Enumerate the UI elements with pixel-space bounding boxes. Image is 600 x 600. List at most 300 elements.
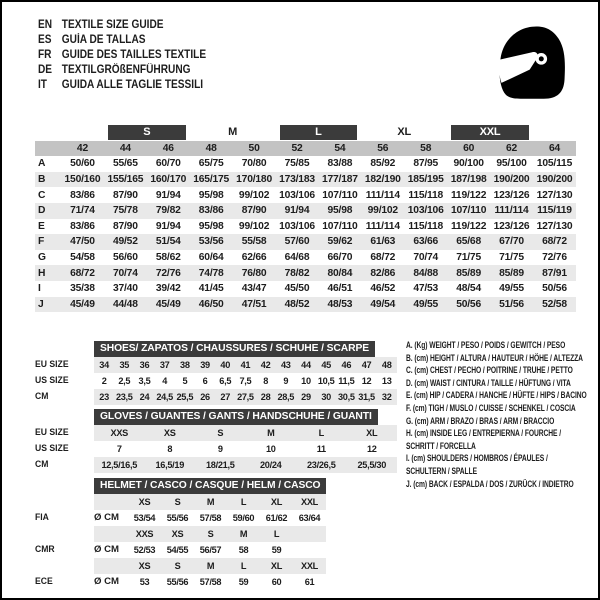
row-label-cell: A bbox=[38, 158, 46, 170]
legend-line: C. (cm) CHEST / PECHO / POITRINE / TRUHE / PETTO bbox=[406, 365, 573, 376]
value-cell: XL bbox=[366, 428, 378, 438]
value-cell: 24 bbox=[139, 392, 150, 402]
row-cells bbox=[94, 510, 326, 526]
value-cell: 59 bbox=[271, 545, 282, 555]
value-cell: 18/21,5 bbox=[205, 460, 235, 470]
size-cell: XS bbox=[138, 497, 151, 507]
value-cell: 10 bbox=[301, 376, 311, 386]
legend-line: A. (Kg) WEIGHT / PESO / POIDS / GEWITCH / PESO bbox=[406, 340, 566, 350]
standard-label: ECE bbox=[35, 576, 53, 587]
helmet-sizes-row bbox=[35, 558, 326, 574]
measurement-cell: 83/86 bbox=[190, 203, 233, 219]
measurement-cell: 83/88 bbox=[327, 158, 353, 170]
table-row bbox=[35, 441, 397, 457]
numeric-size-cell: 50 bbox=[233, 141, 276, 157]
unit-cell: Ø CM bbox=[94, 576, 120, 587]
value-cell: 10 bbox=[265, 444, 276, 454]
measurement-cell: 51/54 bbox=[147, 234, 190, 250]
legend-item bbox=[406, 364, 600, 377]
size-group-cell bbox=[276, 125, 362, 141]
measurement-cell: 50/56 bbox=[447, 297, 490, 313]
measurement-legend bbox=[406, 339, 600, 490]
value-cell: 20/24 bbox=[260, 460, 282, 470]
row-label-cell: C bbox=[38, 189, 46, 201]
helmet-sizes-row bbox=[35, 526, 326, 542]
measurement-cell: 60/70 bbox=[155, 158, 181, 170]
size-cell: XL bbox=[270, 561, 283, 571]
helmet-rows bbox=[35, 494, 326, 590]
value-cell: 12,5/16,5 bbox=[101, 460, 138, 470]
size-group-cell bbox=[533, 125, 576, 141]
table-row bbox=[35, 457, 397, 473]
legend-item bbox=[406, 478, 600, 491]
row-label: EU SIZE bbox=[35, 359, 69, 370]
measurement-cell: 62/66 bbox=[241, 252, 267, 264]
size-group-label: M bbox=[228, 126, 238, 139]
measurement-cell: 43/47 bbox=[241, 283, 267, 295]
measurement-cell: 72/76 bbox=[147, 265, 190, 281]
measurement-cell: 123/126 bbox=[493, 220, 530, 232]
measurement-cell: 70/74 bbox=[104, 265, 147, 281]
measurement-cell: 51/56 bbox=[490, 297, 533, 313]
measurement-cell: 165/175 bbox=[190, 172, 233, 188]
value-cell: 57/58 bbox=[199, 577, 222, 587]
value-cell: XXS bbox=[110, 428, 128, 438]
value-cell: 32 bbox=[381, 392, 392, 402]
measurement-cell: 160/170 bbox=[147, 172, 190, 188]
gloves-table-title: GLOVES / GUANTES / GANTS / HANDSCHUHE / GUANTI bbox=[94, 409, 378, 425]
row-label-cell: H bbox=[35, 265, 61, 281]
measurement-cell: 56/60 bbox=[112, 252, 138, 264]
measurement-cell: 45/50 bbox=[284, 283, 310, 295]
measurement-cell: 65/75 bbox=[198, 158, 224, 170]
measurement-row bbox=[35, 203, 576, 219]
value-cell: 29 bbox=[301, 392, 311, 402]
value-cell: 37 bbox=[159, 360, 170, 370]
measurement-cell: 119/122 bbox=[450, 189, 487, 201]
measurement-cell: 187/198 bbox=[447, 172, 490, 188]
legend-line: G. (cm) ARM / BRAZO / BRAS / ARM / BRACCIO bbox=[406, 415, 555, 426]
measurement-cell: 76/80 bbox=[233, 265, 276, 281]
value-cell: 47 bbox=[361, 360, 372, 370]
size-cell: L bbox=[240, 497, 247, 507]
measurement-cell: 111/114 bbox=[490, 203, 533, 219]
measurement-row bbox=[35, 172, 576, 188]
measurement-cell: 190/200 bbox=[533, 172, 576, 188]
numeric-size-cell: 60 bbox=[447, 141, 490, 157]
value-cell: 3,5 bbox=[138, 376, 151, 386]
size-group-row bbox=[35, 125, 576, 141]
language-code: DE bbox=[38, 64, 53, 76]
value-cell: 12 bbox=[366, 444, 377, 454]
value-cell: 54/55 bbox=[166, 545, 189, 555]
measurement-cell: 99/102 bbox=[361, 203, 404, 219]
size-group-label: S bbox=[108, 125, 186, 140]
value-cell: S bbox=[217, 428, 224, 438]
value-cell: 61 bbox=[304, 577, 315, 587]
measurement-cell: 115/119 bbox=[533, 203, 576, 219]
measurement-cell: 71/75 bbox=[499, 252, 524, 264]
size-group-cell bbox=[361, 125, 447, 141]
measurement-cell: 48/52 bbox=[276, 297, 319, 313]
row-label: US SIZE bbox=[35, 375, 69, 386]
measurement-cell: 127/130 bbox=[536, 189, 573, 201]
value-cell: 45 bbox=[321, 360, 331, 370]
size-cell: XXS bbox=[135, 529, 154, 539]
size-group-cell bbox=[104, 125, 190, 141]
measurement-cell: 35/38 bbox=[70, 283, 95, 295]
language-title-list bbox=[38, 18, 229, 93]
language-title: GUIDA ALLE TAGLIE TESSILI bbox=[61, 79, 204, 91]
measurement-cell: 63/66 bbox=[404, 234, 447, 250]
measurement-cell: 85/89 bbox=[447, 265, 490, 281]
value-cell: XS bbox=[163, 428, 176, 438]
measurement-cell: 48/53 bbox=[318, 297, 361, 313]
measurement-cell: 150/160 bbox=[61, 172, 104, 188]
numeric-size-cell: 56 bbox=[361, 141, 404, 157]
measurement-cell: 46/51 bbox=[327, 283, 353, 295]
value-cell: 2,5 bbox=[118, 376, 131, 386]
value-cell: 26 bbox=[200, 392, 210, 402]
row-label-cell: E bbox=[38, 220, 45, 232]
size-group-label: XXL bbox=[451, 125, 529, 140]
language-row bbox=[38, 63, 206, 78]
measurement-cell: 50/60 bbox=[70, 158, 95, 170]
table-row bbox=[35, 373, 397, 389]
measurement-cell: 60/64 bbox=[198, 252, 224, 264]
value-cell: 8 bbox=[167, 444, 173, 454]
measurement-row bbox=[35, 156, 576, 172]
row-cells bbox=[94, 441, 397, 457]
legend-item bbox=[406, 427, 600, 452]
value-cell: 2 bbox=[101, 376, 107, 386]
row-label-cell bbox=[35, 141, 61, 157]
measurement-cell: 71/75 bbox=[456, 252, 481, 264]
size-cell: M bbox=[206, 497, 215, 507]
language-row bbox=[38, 48, 206, 63]
unit-cell bbox=[94, 558, 128, 574]
measurement-cell: 61/63 bbox=[361, 234, 404, 250]
row-label-cell: J bbox=[35, 297, 61, 313]
row-cells bbox=[94, 389, 397, 405]
measurement-cell: 103/106 bbox=[279, 220, 315, 232]
measurement-cell: 83/86 bbox=[70, 189, 95, 201]
numeric-size-cell: 44 bbox=[104, 141, 147, 157]
row-cells bbox=[94, 425, 397, 441]
measurement-cell: 87/91 bbox=[533, 265, 576, 281]
size-group-cell bbox=[190, 125, 276, 141]
legend-item bbox=[406, 377, 600, 390]
language-title: TEXTILE SIZE GUIDE bbox=[61, 19, 164, 31]
numeric-size-cell: 52 bbox=[276, 141, 319, 157]
legend-item bbox=[406, 339, 600, 352]
value-cell: 16,5/19 bbox=[155, 460, 185, 470]
value-cell: 63/64 bbox=[298, 513, 321, 523]
value-cell: 28 bbox=[260, 392, 271, 402]
shoes-table bbox=[35, 338, 397, 405]
measurement-cell: 37/40 bbox=[112, 283, 138, 295]
value-cell: 53/54 bbox=[133, 513, 156, 523]
measurement-row bbox=[35, 265, 576, 281]
measurement-cell: 64/68 bbox=[284, 252, 310, 264]
value-cell: 55/56 bbox=[166, 513, 189, 523]
measurement-cell: 170/180 bbox=[233, 172, 276, 188]
numeric-size-cell: 48 bbox=[190, 141, 233, 157]
measurement-row bbox=[35, 234, 576, 250]
helmet-values-row bbox=[35, 510, 326, 526]
measurement-cell: 78/82 bbox=[276, 265, 319, 281]
size-cell: M bbox=[239, 529, 248, 539]
value-cell: 6,5 bbox=[219, 376, 232, 386]
measurement-cell: 119/122 bbox=[450, 220, 487, 232]
size-cell: L bbox=[273, 529, 280, 539]
measurement-cell: 44/48 bbox=[104, 297, 147, 313]
measurement-cell: 65/68 bbox=[447, 234, 490, 250]
language-code: ES bbox=[38, 34, 52, 46]
value-cell: 38 bbox=[180, 360, 190, 370]
size-cell: M bbox=[206, 561, 215, 571]
legend-line: D. (cm) WAIST / CINTURA / TAILLE / HÜFTUNG / VITA bbox=[406, 377, 571, 388]
measurement-cell: 59/62 bbox=[318, 234, 361, 250]
measurement-cell: 95/98 bbox=[318, 203, 361, 219]
value-cell: 24,5 bbox=[156, 392, 173, 402]
measurement-cell: 95/98 bbox=[198, 220, 224, 232]
value-cell: 31,5 bbox=[358, 392, 375, 402]
measurement-cell: 103/106 bbox=[279, 189, 315, 201]
measurement-cell: 70/80 bbox=[241, 158, 267, 170]
size-group-label: XL bbox=[397, 126, 412, 139]
measurement-cell: 190/200 bbox=[490, 172, 533, 188]
value-cell: 7,5 bbox=[239, 376, 252, 386]
measurement-row bbox=[35, 281, 576, 297]
size-cell: XL bbox=[270, 497, 283, 507]
value-cell: 60 bbox=[271, 577, 282, 587]
measurement-cell: 47/53 bbox=[413, 283, 439, 295]
row-cells bbox=[94, 558, 326, 574]
measurement-cell: 111/114 bbox=[365, 189, 400, 201]
value-cell: 42 bbox=[260, 360, 271, 370]
size-group-cell bbox=[447, 125, 533, 141]
value-cell: 27,5 bbox=[237, 392, 254, 402]
value-cell: 9 bbox=[283, 376, 289, 386]
size-cell: XXL bbox=[301, 561, 318, 571]
unit-cell: Ø CM bbox=[94, 544, 120, 555]
value-cell: 59/60 bbox=[232, 513, 255, 523]
measurement-cell: 83/86 bbox=[70, 220, 95, 232]
measurement-cell: 46/52 bbox=[370, 283, 396, 295]
row-label: CM bbox=[35, 391, 49, 402]
table-row bbox=[35, 389, 397, 405]
measurement-cell: 127/130 bbox=[536, 220, 573, 232]
numeric-size-cell: 42 bbox=[61, 141, 104, 157]
measurement-cell: 49/55 bbox=[499, 283, 524, 295]
measurement-cell: 95/98 bbox=[198, 189, 224, 201]
measurement-cell: 79/82 bbox=[147, 203, 190, 219]
measurement-cell: 68/72 bbox=[61, 265, 104, 281]
measurement-cell: 47/50 bbox=[61, 234, 104, 250]
size-cell bbox=[293, 526, 326, 542]
measurement-cell: 173/183 bbox=[276, 172, 319, 188]
measurement-cell: 74/78 bbox=[190, 265, 233, 281]
measurement-cell: 155/165 bbox=[104, 172, 147, 188]
standard-label: FIA bbox=[35, 512, 49, 523]
measurement-cell: 105/115 bbox=[536, 158, 573, 170]
measurement-cell: 185/195 bbox=[404, 172, 447, 188]
value-cell: L bbox=[318, 428, 324, 438]
language-code: FR bbox=[38, 49, 52, 61]
measurement-cell: 87/90 bbox=[112, 220, 138, 232]
measurement-row bbox=[35, 219, 576, 235]
measurement-cell: 49/52 bbox=[104, 234, 147, 250]
measurement-cell: 41/45 bbox=[198, 283, 224, 295]
legend-line: SCHULTERN / SPALLE bbox=[406, 465, 477, 476]
size-group-label: L bbox=[280, 125, 358, 140]
measurement-cell: 72/76 bbox=[542, 252, 567, 264]
legend-line: E. (cm) HIP / CADERA / HANCHE / HÜFTE / HIPS / BACINO bbox=[406, 390, 587, 401]
measurement-cell: 107/110 bbox=[322, 220, 358, 232]
value-cell: 5 bbox=[182, 376, 188, 386]
row-label bbox=[35, 526, 88, 542]
measurement-cell: 107/110 bbox=[447, 203, 490, 219]
language-code: EN bbox=[38, 19, 53, 31]
measurement-cell: 39/42 bbox=[155, 283, 181, 295]
language-row bbox=[38, 78, 206, 93]
measurement-cell: 48/54 bbox=[456, 283, 481, 295]
measurement-cell: 115/118 bbox=[408, 220, 444, 232]
measurement-cell: 46/50 bbox=[190, 297, 233, 313]
value-cell: 57/58 bbox=[199, 513, 222, 523]
measurement-cell: 91/94 bbox=[276, 203, 319, 219]
value-cell: 30,5 bbox=[338, 392, 355, 402]
table-row bbox=[35, 425, 397, 441]
row-label: EU SIZE bbox=[35, 427, 69, 438]
value-cell: 44 bbox=[301, 360, 311, 370]
helmet-sizes-row bbox=[35, 494, 326, 510]
measurement-cell: 103/106 bbox=[404, 203, 447, 219]
language-title: GUÍA DE TALLAS bbox=[61, 34, 146, 46]
value-cell: 55/56 bbox=[166, 577, 189, 587]
unit-cell: Ø CM bbox=[94, 512, 120, 523]
measurement-cell: 58/62 bbox=[155, 252, 181, 264]
table-row bbox=[35, 357, 397, 373]
measurement-cell: 45/49 bbox=[147, 297, 190, 313]
measurement-cell: 53/56 bbox=[190, 234, 233, 250]
value-cell: 4 bbox=[162, 376, 168, 386]
value-cell: 46 bbox=[341, 360, 352, 370]
measurement-cell: 111/114 bbox=[365, 220, 400, 232]
size-cell: XS bbox=[171, 529, 184, 539]
value-cell: 48 bbox=[381, 360, 392, 370]
measurement-cell: 80/84 bbox=[318, 265, 361, 281]
size-cell: XS bbox=[138, 561, 151, 571]
value-cell: 25,5 bbox=[176, 392, 194, 402]
legend-line: SCHRITT / FORCELLA bbox=[406, 440, 476, 451]
measurement-cell: 75/78 bbox=[104, 203, 147, 219]
row-cells bbox=[94, 494, 326, 510]
measurement-cell: 57/60 bbox=[276, 234, 319, 250]
measurement-cell: 91/94 bbox=[155, 220, 181, 232]
language-title: GUIDE DES TAILLES TEXTILE bbox=[61, 49, 207, 61]
measurement-cell: 85/92 bbox=[370, 158, 396, 170]
value-cell: 59 bbox=[238, 577, 249, 587]
value-cell: 61/62 bbox=[265, 513, 288, 523]
value-cell: 25,5/30 bbox=[357, 460, 387, 470]
language-title: TEXTILGRÖßENFÜHRUNG bbox=[61, 64, 191, 76]
legend-line: F. (cm) TIGH / MUSLO / CUISSE / SCHENKEL / COSCIA bbox=[406, 402, 576, 413]
value-cell: 13 bbox=[381, 376, 392, 386]
legend-item bbox=[406, 415, 600, 428]
value-cell: 58 bbox=[238, 545, 249, 555]
value-cell: 10,5 bbox=[317, 376, 335, 386]
value-cell: 56/57 bbox=[199, 545, 222, 555]
value-cell: 11 bbox=[316, 444, 326, 454]
value-cell: 8 bbox=[263, 376, 268, 386]
value-cell: 9 bbox=[217, 444, 223, 454]
value-cell: 27 bbox=[220, 392, 231, 402]
legend-item bbox=[406, 402, 600, 415]
measurement-cell: 99/102 bbox=[238, 189, 270, 201]
corner-cell bbox=[35, 125, 61, 141]
value-cell: 53 bbox=[139, 577, 150, 587]
size-cell: S bbox=[174, 497, 181, 507]
gloves-rows bbox=[35, 425, 397, 473]
row-label: US SIZE bbox=[35, 443, 69, 454]
size-group-cell bbox=[61, 125, 104, 141]
measurement-row bbox=[35, 297, 576, 313]
measurement-cell: 54/58 bbox=[70, 252, 95, 264]
value-cell: 40 bbox=[220, 360, 231, 370]
legend-line: B. (cm) HEIGHT / ALTURA / HAUTEUR / HÖHE / ALTEZZA bbox=[406, 352, 583, 363]
measurement-cell: 87/90 bbox=[112, 189, 138, 201]
textile-size-table bbox=[35, 125, 576, 312]
measurement-cell: 87/95 bbox=[413, 158, 439, 170]
racing-helmet-icon bbox=[489, 17, 572, 109]
value-cell: 11,5 bbox=[338, 376, 355, 386]
size-cell: S bbox=[207, 529, 214, 539]
language-row bbox=[38, 18, 206, 33]
size-cell: S bbox=[174, 561, 181, 571]
measurement-cell: 115/118 bbox=[408, 189, 444, 201]
value-cell: 41 bbox=[240, 360, 251, 370]
row-label-cell: G bbox=[38, 252, 46, 264]
value-cell: 52/53 bbox=[133, 545, 156, 555]
measurement-cell: 123/126 bbox=[493, 189, 530, 201]
measurement-cell: 49/54 bbox=[361, 297, 404, 313]
value-cell: 39 bbox=[200, 360, 210, 370]
measurement-cell: 50/56 bbox=[542, 283, 567, 295]
value-cell: 23 bbox=[99, 392, 109, 402]
legend-line: H. (cm) INSIDE LEG / ENTREPIERNA / FOURCHE / bbox=[406, 428, 562, 439]
measurement-cell: 68/72 bbox=[370, 252, 396, 264]
measurement-cell: 71/74 bbox=[61, 203, 104, 219]
standard-label: CMR bbox=[35, 544, 55, 555]
size-cell: L bbox=[240, 561, 247, 571]
measurement-cell: 47/51 bbox=[233, 297, 276, 313]
legend-item bbox=[406, 352, 600, 365]
value-cell: 35 bbox=[119, 360, 130, 370]
helmet-table bbox=[35, 475, 326, 590]
numeric-size-cell: 46 bbox=[147, 141, 190, 157]
gloves-table bbox=[35, 406, 397, 473]
measurement-row bbox=[35, 187, 576, 203]
helmet-values-row bbox=[35, 574, 326, 590]
measurement-cell: 45/49 bbox=[61, 297, 104, 313]
row-cells bbox=[94, 526, 326, 542]
language-row bbox=[38, 33, 206, 48]
legend-item bbox=[406, 452, 600, 477]
measurement-cell: 67/70 bbox=[490, 234, 533, 250]
measurement-cell: 84/88 bbox=[404, 265, 447, 281]
